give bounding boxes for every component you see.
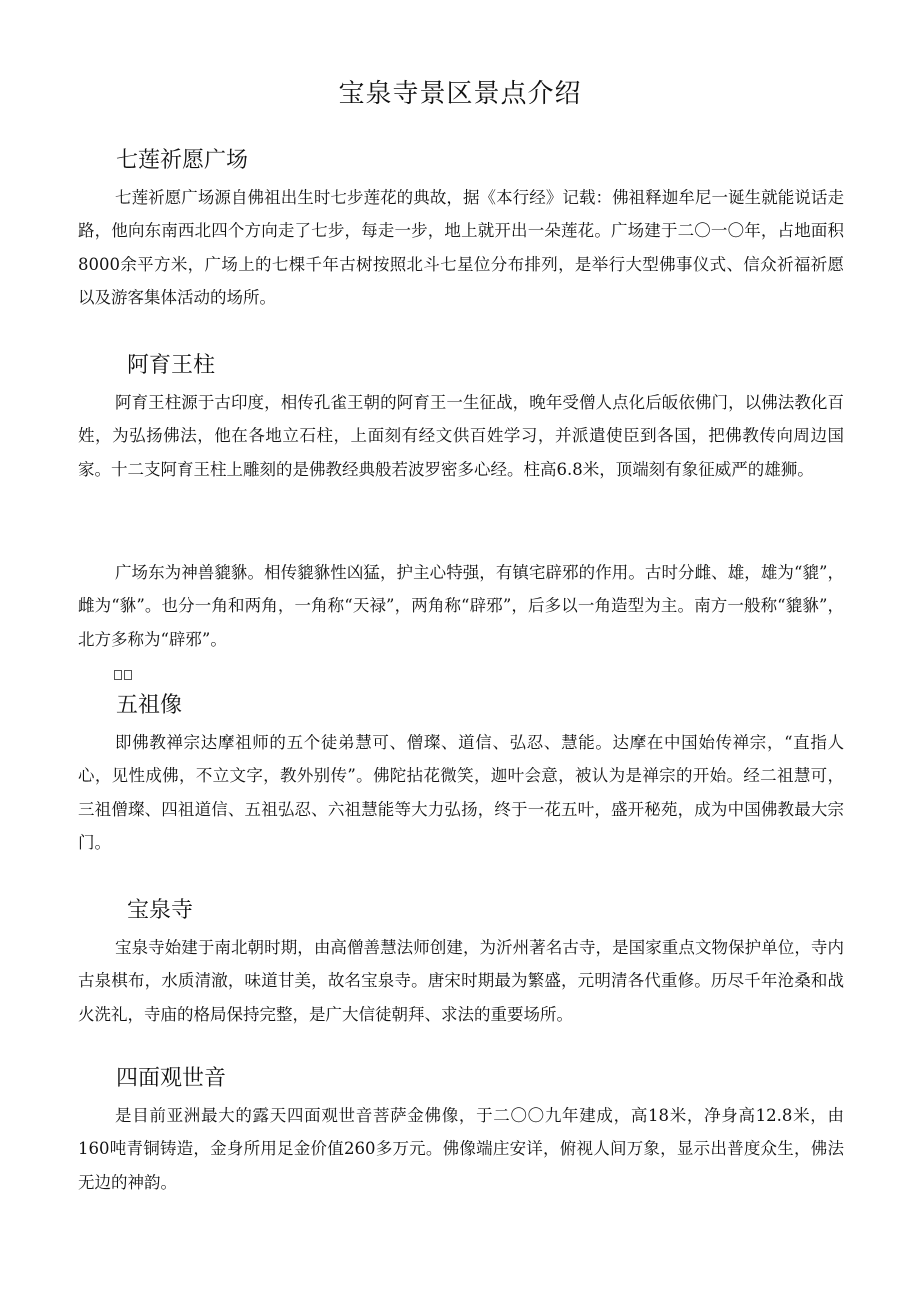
section-body-five-patriarchs: 即佛教禅宗达摩祖师的五个徒弟慧可、僧璨、道信、弘忍、慧能。达摩在中国始传禅宗，“直指人心，见性成佛，不立文字，教外别传”。佛陀拈花微笑，迦叶会意，被认为是禅宗的开始。经二祖慧可，三祖僧璨、四祖道信、五祖弘忍、六祖慧能等大力弘扬，终于一花五叶，盛开秘苑，成为中国佛教最大宗门。 xyxy=(78,733,844,852)
section-heading-four-faced-guanyin: 四面观世音 xyxy=(116,1066,227,1091)
missing-glyph-box xyxy=(124,670,132,680)
section-heading-five-patriarchs: 五祖像 xyxy=(116,693,183,718)
section-heading-baoquan-temple: 宝泉寺 xyxy=(127,898,194,923)
section-body-ashoka-pillar: 阿育王柱源于古印度，相传孔雀王朝的阿育王一生征战，晚年受僧人点化后皈依佛门，以佛法教化百姓，为弘扬佛法，他在各地立石柱，上面刻有经文供百姓学习，并派遣使臣到各国，把佛教传向周边国家。十二支阿育王柱上雕刻的是佛教经典般若波罗密多心经。柱高6.8米，顶端刻有象征威严的雄狮。 xyxy=(78,393,844,479)
missing-glyph-boxes xyxy=(114,670,132,680)
section-body-qilian-plaza: 七莲祈愿广场源自佛祖出生时七步莲花的典故，据《本行经》记载：佛祖释迦牟尼一诞生就能说话走路，他向东南西北四个方向走了七步，每走一步，地上就开出一朵莲花。广场建于二〇一〇年，占地面积8000余平方米，广场上的七棵千年古树按照北斗七星位分布排列，是举行大型佛事仪式、信众祈福祈愿以及游客集体活动的场所。 xyxy=(78,188,844,307)
section-heading-ashoka-pillar: 阿育王柱 xyxy=(127,353,216,378)
section-body-baoquan-temple: 宝泉寺始建于南北朝时期，由高僧善慧法师创建，为沂州著名古寺，是国家重点文物保护单位，寺内古泉棋布，水质清澈，味道甘美，故名宝泉寺。唐宋时期最为繁盛，元明清各代重修。历尽千年沧桑和战火洗礼，寺庙的格局保持完整，是广大信徒朝拜、求法的重要场所。 xyxy=(78,938,844,1024)
section-body-four-faced-guanyin: 是目前亚洲最大的露天四面观世音菩萨金佛像，于二〇〇九年建成，高18米，净身高12.8米，由160吨青铜铸造，金身所用足金价值260多万元。佛像端庄安详，俯视人间万象，显示出普度众生，佛法无边的神韵。 xyxy=(78,1106,844,1192)
section-heading-qilian-plaza: 七莲祈愿广场 xyxy=(116,148,249,173)
section-body-pixiu: 广场东为神兽貔貅。相传貔貅性凶猛，护主心特强，有镇宅辟邪的作用。古时分雌、雄，雄为“貔”，雌为“貅”。也分一角和两角，一角称“天禄”，两角称“辟邪”，后多以一角造型为主。南方一般称“貔貅”，北方多称为“辟邪”。 xyxy=(78,563,844,649)
document-title: 宝泉寺景区景点介绍 xyxy=(338,79,582,109)
missing-glyph-box xyxy=(114,670,122,680)
